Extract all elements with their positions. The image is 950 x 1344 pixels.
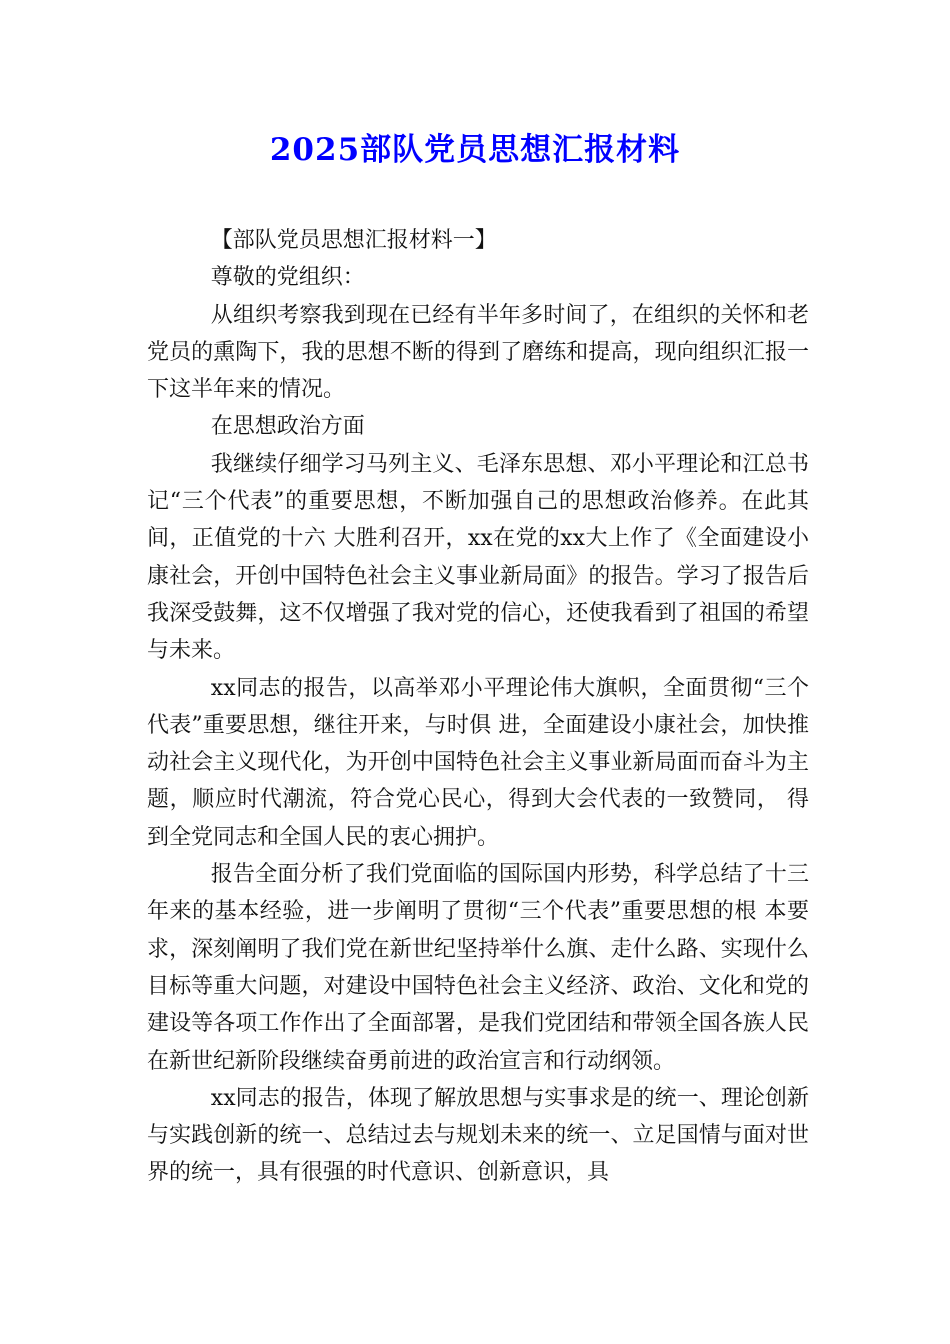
document-body: [147, 222, 809, 1192]
page-title: 2025部队党员思想汇报材料: [269, 132, 681, 168]
paragraph: 从组织考察我到现在已经有半年多时间了，在组织的关怀和老党员的熏陶下，我的思想不断的得到了磨练和提高，现向组织汇报一下这半年来的情况。: [147, 302, 809, 403]
paragraph: xx同志的报告，体现了解放思想与实事求是的统一、理论创新与实践创新的统一、总结过去与规划未来的统一、立足国情与面对世界的统一，具有很强的时代意识、创新意识，具: [147, 1085, 809, 1186]
paragraph: 我继续仔细学习马列主义、毛泽东思想、邓小平理论和江总书记“三个代表”的重要思想，不断加强自己的思想政治修养。在此其间，正值党的十六 大胜利召开，xx在党的xx大上作了《全面建设小康社会，开创中国特色社会主义事业新局面》的报告。学习了报告后我深受鼓舞，这不仅增强了我对党的信心，还使我看到了祖国的希望与未来。: [147, 451, 809, 664]
paragraph: 报告全面分析了我们党面临的国际国内形势，科学总结了十三年来的基本经验，进一步阐明了贯彻“三个代表”重要思想的根 本要求，深刻阐明了我们党在新世纪坚持举什么旗、走什么路、实现什么目标等重大问题，对建设中国特色社会主义经济、政治、文化和党的建设等各项工作作出了全面部署，是我们党团结和带领全国各族人民在新世纪新阶段继续奋勇前进的政治宣言和行动纲领。: [147, 862, 809, 1074]
paragraph: xx同志的报告，以高举邓小平理论伟大旗帜，全面贯彻“三个代表”重要思想，继往开来，与时俱 进，全面建设小康社会，加快推动社会主义现代化，为开创中国特色社会主义事业新局面而奋斗为主题，顺应时代潮流，符合党心民心，得到大会代表的一致赞同， 得到全党同志和全国人民的衷心拥护。: [147, 675, 809, 850]
subheading: 在思想政治方面: [210, 414, 365, 440]
section-heading: 【部队党员思想汇报材料一】: [210, 228, 497, 253]
salutation: 尊敬的党组织：: [210, 265, 365, 291]
